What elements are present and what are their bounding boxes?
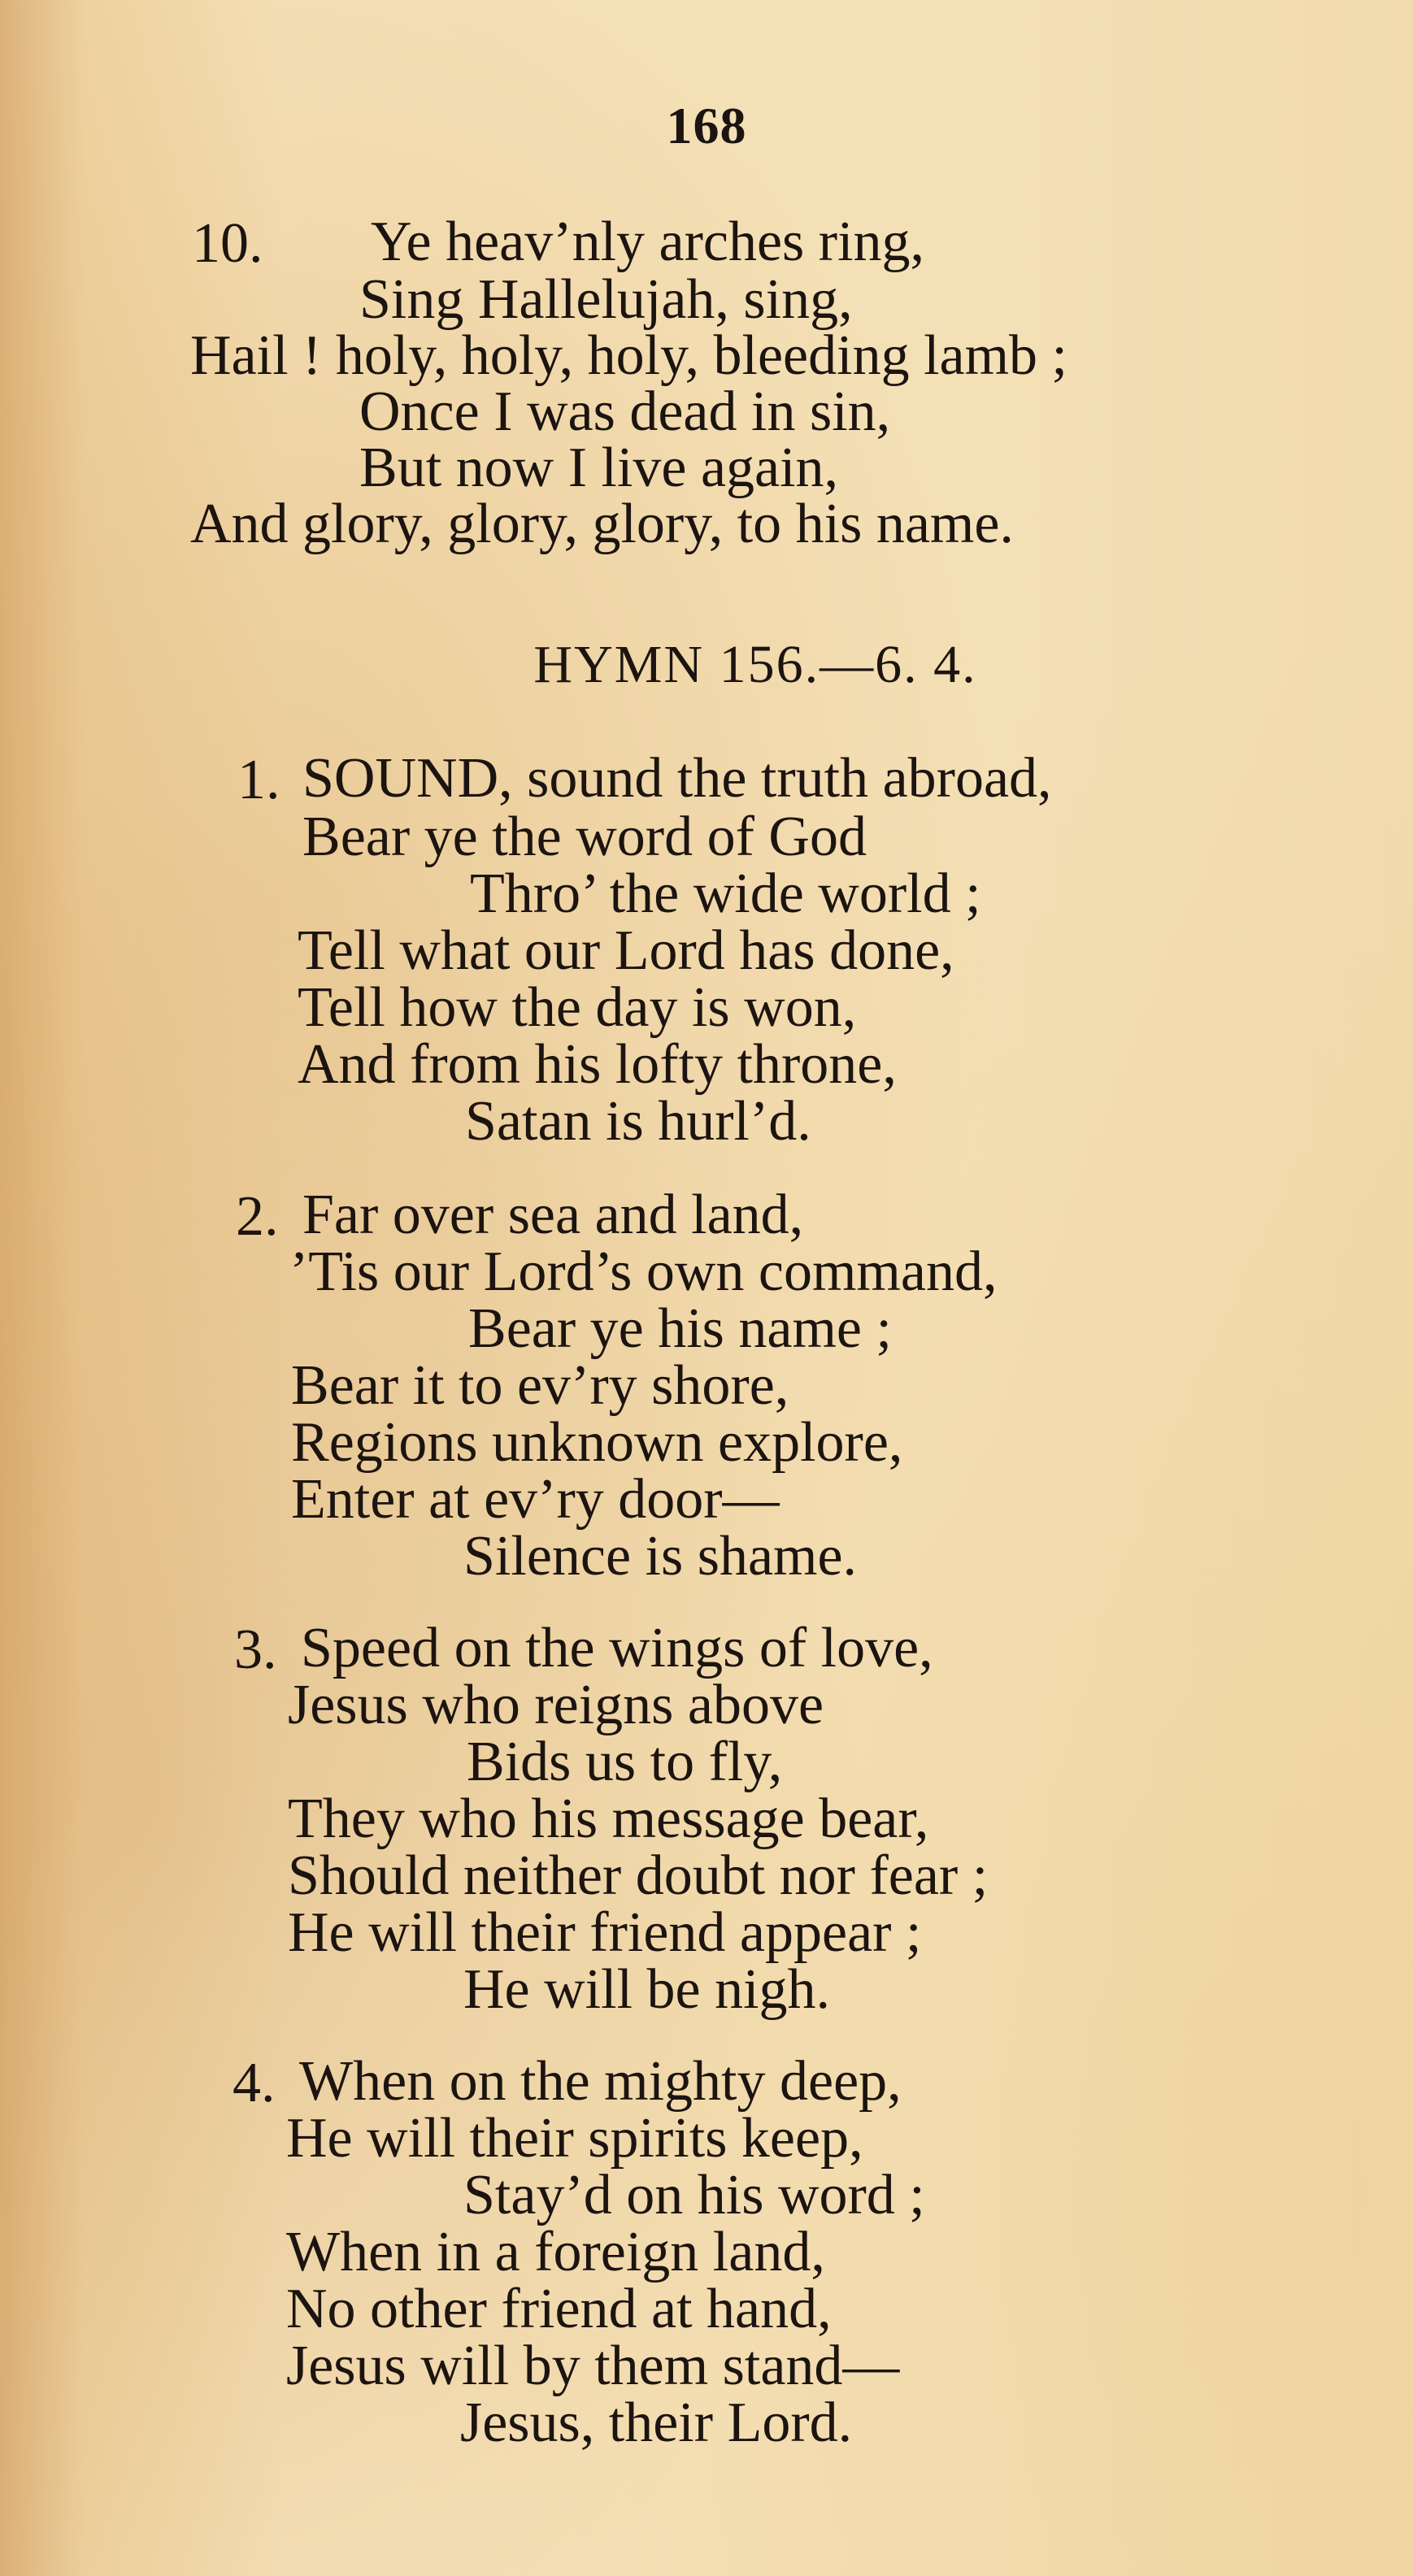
verse-line: Sing Hallelujah, sing, <box>359 268 853 331</box>
verse-line: Enter at ev’ry door— <box>291 1468 780 1531</box>
verse-line: Satan is hurl’d. <box>465 1090 811 1153</box>
verse-line: And from his lofty throne, <box>298 1033 897 1096</box>
verse-line: Bids us to fly, <box>467 1731 783 1793</box>
verse-line: Ye heav’nly arches ring, <box>371 211 925 273</box>
verse-line: Tell how the day is won, <box>298 976 857 1039</box>
verse-line: Stay’d on his word ; <box>463 2164 925 2226</box>
verse-line: When on the mighty deep, <box>299 2050 902 2113</box>
verse-line: Hail ! holy, holy, holy, bleeding lamb ; <box>190 324 1067 387</box>
verse-line: When in a foreign land, <box>286 2221 825 2283</box>
verse-line: Once I was dead in sin, <box>359 380 891 443</box>
verse-line: Jesus, their Lord. <box>460 2391 853 2454</box>
verse-number-4: 4. <box>233 2052 276 2114</box>
verse-line: ’Tis our Lord’s own command, <box>289 1240 998 1303</box>
verse-line: He will their spirits keep, <box>286 2107 863 2170</box>
verse-line: Silence is shame. <box>463 1525 858 1588</box>
verse-line: Tell what our Lord has done, <box>298 919 954 982</box>
page-number: 168 <box>666 97 747 154</box>
verse-line: Bear ye his name ; <box>468 1297 892 1360</box>
verse-line: He will be nigh. <box>463 1958 831 2021</box>
verse-line: But now I live again, <box>359 437 839 499</box>
verse-number-3: 3. <box>234 1618 277 1681</box>
verse-line: Regions unknown explore, <box>291 1411 903 1474</box>
verse-line: Bear ye the word of God <box>302 806 867 868</box>
verse-number-2: 2. <box>236 1185 279 1248</box>
verse-line: He will their friend appear ; <box>288 1901 922 1964</box>
verse-line: Should neither doubt nor fear ; <box>288 1844 989 1907</box>
verse-line: And glory, glory, glory, to his name. <box>190 493 1014 555</box>
verse-line: SOUND, sound the truth abroad, <box>302 747 1052 810</box>
verse-line: Jesus will by them stand— <box>286 2335 900 2397</box>
hymn-title: HYMN 156.—6. 4. <box>533 635 977 694</box>
verse-line: Jesus who reigns above <box>288 1674 824 1736</box>
verse-line: They who his message bear, <box>288 1788 929 1850</box>
verse-line: Thro’ the wide world ; <box>470 862 981 925</box>
verse-number-1: 1. <box>237 749 280 811</box>
verse-number-10: 10. <box>192 212 263 275</box>
verse-line: Far over sea and land, <box>302 1184 804 1246</box>
verse-line: Bear it to ev’ry shore, <box>291 1354 789 1417</box>
verse-line: No other friend at hand, <box>286 2278 832 2340</box>
verse-line: Speed on the wings of love, <box>301 1617 933 1679</box>
